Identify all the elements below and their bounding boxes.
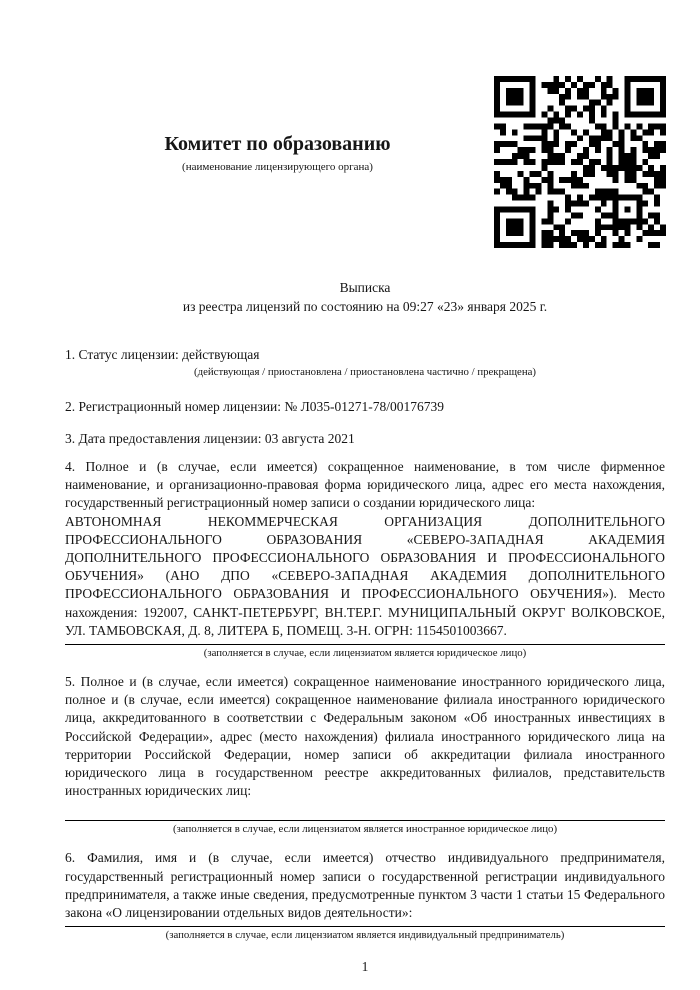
grant-date-line: 3. Дата предоставления лицензии: 03 августа 2021 [65,431,355,446]
page-number: 1 [361,959,369,975]
legal-entity-label: 4. Полное и (в случае, если имеется) сокращенное наименование, в том числе фирменное наименование, и организационно-правовая форма юридического лица, адрес его места нахождения, государственный регистрационный номер записи о создании юридического лица: [65,459,665,511]
document-title-line2: из реестра лицензий по состоянию на 09:27 «23» января 2025 г. [182,299,548,314]
individual-entrepreneur-caption: (заполняется в случае, если лицензиатом является индивидуальный предприниматель) [165,929,565,942]
legal-entity-caption: (заполняется в случае, если лицензиатом является юридическое лицо) [203,647,527,660]
individual-entrepreneur-fill-rule [65,926,665,927]
individual-entrepreneur-label: 6. Фамилия, имя и (в случае, если имеется) отчество индивидуального предпринимателя, государственный регистрационный номер записи о государственной регистрации индивидуального предпринимателя, а также иные сведения, предусмотренные пунктом 3 части 1 статьи 15 Федерального закона «О лицензировании отдельных видов деятельности»: [65,850,665,921]
foreign-entity-caption: (заполняется в случае, если лицензиатом является иностранное юридическое лицо) [172,823,558,836]
legal-entity-fill-rule [65,644,665,645]
document-title-line1: Выписка [339,280,391,295]
foreign-entity-fill-rule [65,820,665,821]
legal-entity-value: АВТОНОМНАЯ НЕКОММЕРЧЕСКАЯ ОРГАНИЗАЦИЯ ДОПОЛНИТЕЛЬНОГО ПРОФЕССИОНАЛЬНОГО ОБРАЗОВАНИЯ «СЕВЕРО-ЗАПАДНАЯ АКАДЕМИЯ ДОПОЛНИТЕЛЬНОГО ПРОФЕССИОНАЛЬНОГО ОБРАЗОВАНИЯ И ПРОФЕССИОНАЛЬНОГО ОБУЧЕНИЯ» (АНО ДПО «СЕВЕРО-ЗАПАДНАЯ АКАДЕМИЯ ДОПОЛНИТЕЛЬНОГО ПРОФЕССИОНАЛЬНОГО ОБРАЗОВАНИЯ И ПРОФЕССИОНАЛЬНОГО ОБУЧЕНИЯ»). Место нахождения: 192007, САНКТ-ПЕТЕРБУРГ, ВН.ТЕР.Г. МУНИЦИПАЛЬНЫЙ ОКРУГ ВОЛКОВСКОЕ, УЛ. ТАМБОВСКАЯ, Д. 8, ЛИТЕРА Б, ПОМЕЩ. 3-Н. ОГРН: 1154501003667. [65,513,665,638]
license-status-line: 1. Статус лицензии: действующая [65,347,260,362]
document-title [65,278,665,316]
foreign-entity-label: 5. Полное и (в случае, если имеется) сокращенное наименование иностранного юридического лица, полное и (в случае, если имеется) сокращенное наименование филиала иностранного юридического лица, аккредитованного в соответствии с Федеральным законом «Об иностранных инвестициях в Российской Федерации», адрес (место нахождения) филиала иностранного юридического лица на территории Российской Федерации, номер записи об аккредитации филиала иностранного юридического лица в государственном реестре аккредитованных филиалов, представительств иностранных юридических лиц: [65,674,665,799]
licensing-authority-name: Комитет по образованию [164,133,391,155]
license-status-caption: (действующая / приостановлена / приостановлена частично / прекращена) [194,366,536,378]
document-content [65,0,665,976]
licensing-authority-block [65,0,490,174]
licensing-authority-caption: (наименование лицензирующего органа) [182,161,373,173]
registration-number-line: 2. Регистрационный номер лицензии: № Л035-01271-78/00176739 [65,399,445,414]
